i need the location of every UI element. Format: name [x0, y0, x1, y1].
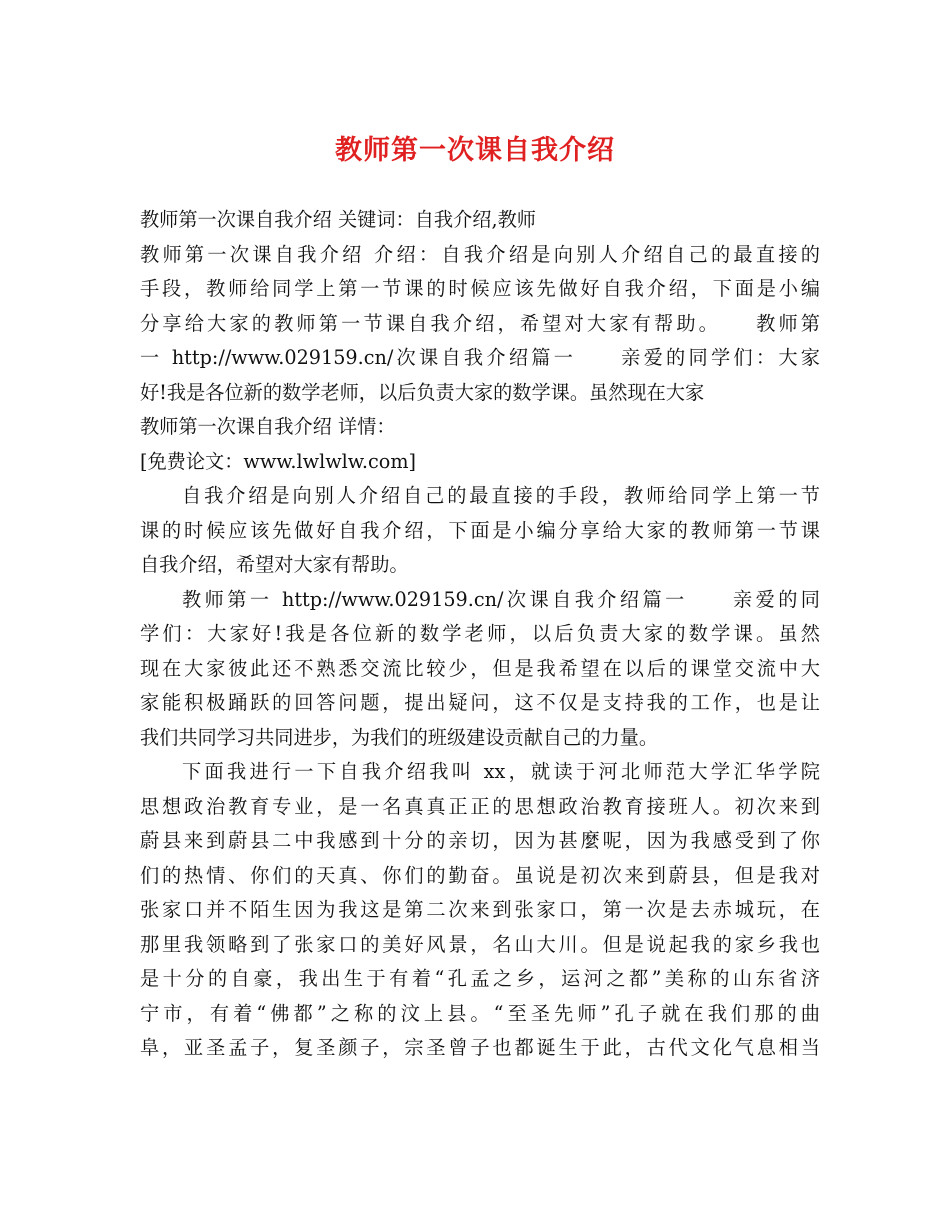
paragraph-line: 阜，亚圣孟子，复圣颜子，宗圣曾子也都诞生于此，古代文化气息相当	[140, 1036, 820, 1059]
paragraph-line: 是十分的自豪，我出生于有着“孔孟之乡，运河之都”美称的山东省济	[140, 967, 820, 990]
paragraph-line: 思想政治教育专业，是一名真真正正的思想政治教育接班人。初次来到	[140, 794, 820, 818]
paragraph-line: 课的时候应该先做好自我介绍，下面是小编分享给大家的教师第一节课	[140, 518, 820, 542]
paragraph-2	[140, 583, 820, 756]
paragraph-line: 那里我领略到了张家口的美好风景，名山大川。但是说起我的家乡我也	[140, 932, 820, 956]
paragraph-1	[140, 479, 820, 583]
source-note-line: [免费论文：www.lwlwlw.com]	[140, 449, 416, 473]
summary-line: 手段，教师给同学上第一节课的时候应该先做好自我介绍，下面是小编	[140, 277, 820, 300]
summary-line: 分享给大家的教师第一节课自我介绍，希望对大家有帮助。 教师第	[140, 311, 820, 335]
paragraph-line: 学们：大家好!我是各位新的数学老师，以后负责大家的数学课。虽然	[140, 622, 820, 645]
paragraph-3	[140, 755, 820, 1066]
document-body	[140, 203, 820, 1066]
paragraph-line: 们的热情、你们的天真、你们的勤奋。虽说是初次来到蔚县，但是我对	[140, 863, 820, 887]
summary-line: 一 http://www.029159.cn/次课自我介绍篇一 亲爱的同学们：大家	[140, 346, 820, 369]
paragraph-line: 自我介绍，希望对大家有帮助。	[140, 553, 409, 576]
summary-keywords-line: 教师第一次课自我介绍 关键词：自我介绍,教师	[140, 208, 536, 231]
paragraph-line: 教师第一 http://www.029159.cn/次课自我介绍篇一 亲爱的同	[182, 587, 820, 611]
summary-line: 教师第一次课自我介绍 介绍：自我介绍是向别人介绍自己的最直接的	[140, 242, 820, 266]
paragraph-line: 蔚县来到蔚县二中我感到十分的亲切，因为甚麼呢，因为我感受到了你	[140, 829, 820, 852]
paragraph-line: 宁市，有着“佛都”之称的汶上县。“至圣先师”孔子就在我们那的曲	[140, 1001, 820, 1025]
paragraph-line: 张家口并不陌生因为我这是第二次来到张家口，第一次是去赤城玩，在	[140, 898, 820, 921]
document-title: 教师第一次课自我介绍	[335, 135, 615, 166]
paragraph-line: 下面我进行一下自我介绍我叫 xx，就读于河北师范大学汇华学院	[182, 760, 820, 783]
paragraph-line: 现在大家彼此还不熟悉交流比较少，但是我希望在以后的课堂交流中大	[140, 656, 820, 680]
paragraph-line: 家能积极踊跃的回答问题，提出疑问，这不仅是支持我的工作，也是让	[140, 691, 820, 714]
paragraph-line: 自我介绍是向别人介绍自己的最直接的手段，教师给同学上第一节	[182, 484, 820, 507]
paragraph-line: 我们共同学习共同进步，为我们的班级建设贡献自己的力量。	[140, 725, 659, 749]
summary-block	[140, 203, 820, 479]
summary-line: 好!我是各位新的数学老师，以后负责大家的数学课。虽然现在大家	[140, 380, 705, 404]
summary-details-line: 教师第一次课自我介绍 详情：	[140, 415, 396, 438]
